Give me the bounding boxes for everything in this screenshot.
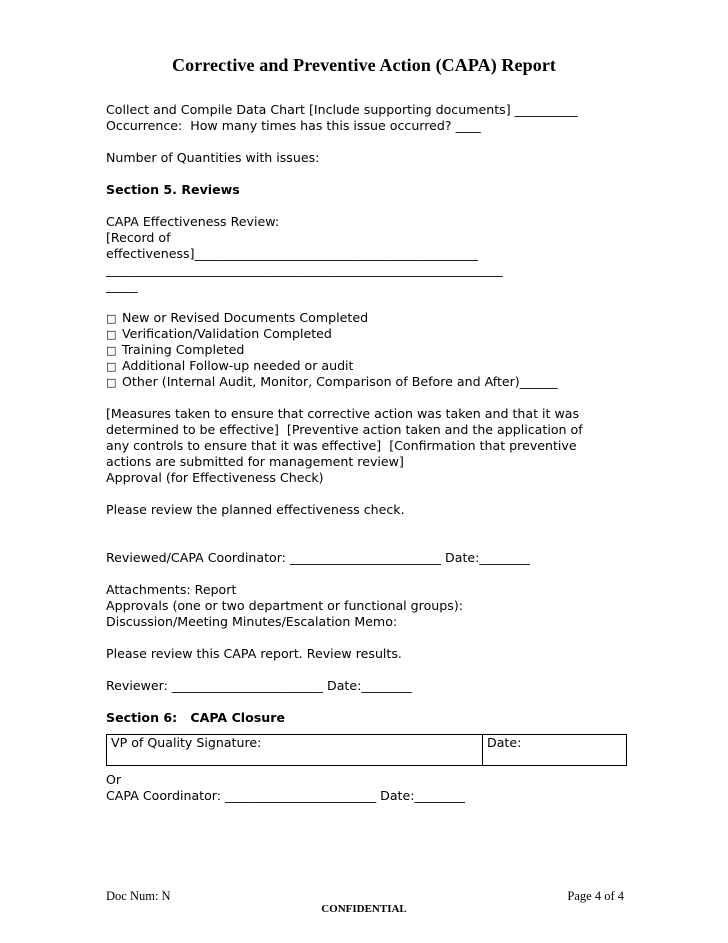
review-check-line: Please review the planned effectiveness check. [106,502,405,517]
doc-number: Doc Num: N [106,889,171,903]
measures-line-3: any controls to ensure that it was effective] [Confirmation that preventive [106,438,577,453]
measures-line-1: [Measures taken to ensure that corrective action was taken and that it was [106,406,580,421]
vp-date-cell[interactable]: Date: [483,735,627,766]
section6-heading-title: CAPA Closure [190,710,285,725]
approvals-line: Approvals (one or two department or functional groups): [106,598,463,613]
attachments-line: Attachments: Report [106,582,237,597]
or-label: Or [106,772,122,787]
checklist-label: Training Completed [122,342,245,357]
collect-data-line: Collect and Compile Data Chart [Include supporting documents] __________ [106,102,578,117]
checkbox-icon[interactable]: □ [106,312,117,325]
section5-heading: Section 5. Reviews [106,182,240,197]
record-line-2: effectiveness]_____________________________________________ [106,246,478,261]
coordinator-signature-line[interactable]: Reviewed/CAPA Coordinator: ________________________ Date:________ [106,550,530,565]
capa-coordinator-line[interactable]: CAPA Coordinator: ________________________ Date:________ [106,788,465,803]
document-body [106,102,638,804]
closure-signature-table [106,734,627,766]
record-line-3: _______________________________________________________________ [106,262,503,277]
checklist-label: Verification/Validation Completed [122,326,332,341]
section6-heading [106,710,638,726]
section6-heading-prefix: Section 6: [106,710,178,725]
review-report-line: Please review this CAPA report. Review results. [106,646,402,661]
discussion-line: Discussion/Meeting Minutes/Escalation Memo: [106,614,398,629]
reviewer-signature-line[interactable]: Reviewer: ________________________ Date:________ [106,678,412,693]
checkbox-icon[interactable]: □ [106,328,117,341]
approval-line: Approval (for Effectiveness Check) [106,470,324,485]
page-number: Page 4 of 4 [567,889,624,903]
occurrence-line: Occurrence: How many times has this issue occurred? ____ [106,118,481,133]
checklist-label: Additional Follow-up needed or audit [122,358,354,373]
checkbox-icon[interactable]: □ [106,360,117,373]
checklist-label: New or Revised Documents Completed [122,310,369,325]
checklist-item [106,326,638,342]
checklist-label: Other (Internal Audit, Monitor, Comparison of Before and After)______ [122,374,558,389]
measures-line-4: actions are submitted for management review] [106,454,404,469]
checklist-item [106,358,638,374]
record-line-4: _____ [106,278,138,293]
quantities-line: Number of Quantities with issues: [106,150,320,165]
checklist-item [106,310,638,326]
checkbox-icon[interactable]: □ [106,344,117,357]
record-line-1: [Record of [106,230,171,245]
vp-signature-cell[interactable]: VP of Quality Signature: [107,735,483,766]
confidential-label: CONFIDENTIAL [321,903,407,915]
review-checklist [106,310,638,390]
measures-line-2: determined to be effective] [Preventive action taken and the application of [106,422,583,437]
page-title: Corrective and Preventive Action (CAPA) Report [172,55,556,75]
effectiveness-review-label: CAPA Effectiveness Review: [106,214,280,229]
checklist-item [106,342,638,358]
checklist-item [106,374,638,390]
checkbox-icon[interactable]: □ [106,376,117,389]
